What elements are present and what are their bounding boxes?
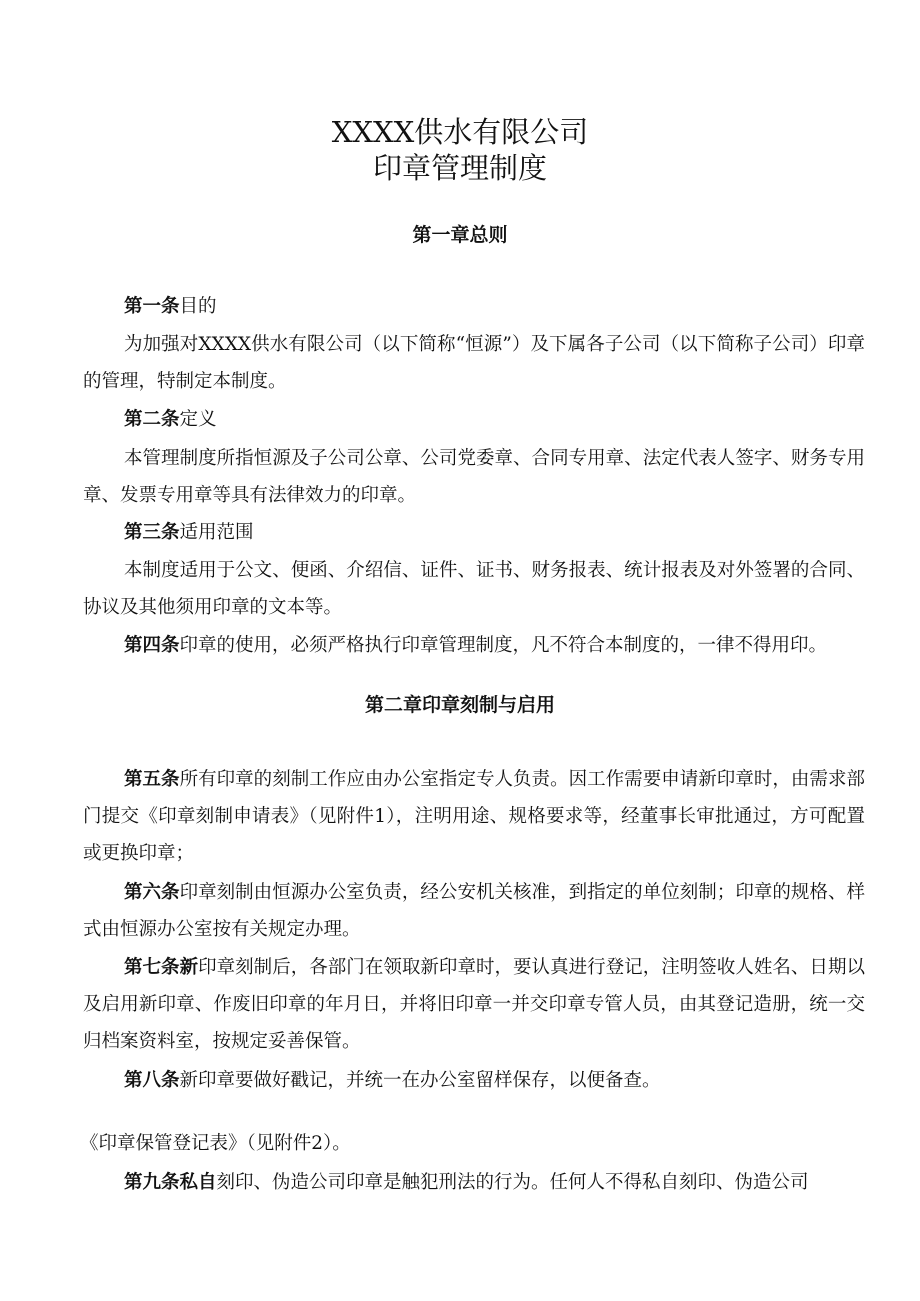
article-label: 第九条私自 (124, 1172, 217, 1193)
article-1-body: 为加强对XXXX供水有限公司（以下简称“恒源”）及下属各子公司（以下简称子公司）印章的管理，特制定本制度。 (83, 334, 865, 392)
article-heading: 目的 (179, 296, 217, 317)
article-7 (83, 949, 865, 1060)
article-text: 所有印章的刻制工作应由办公室指定专人负责。因工作需要申请新印章时，由需求部门提交《印章刻制申请表》（见附件1），注明用途、规格要求等，经董事长审批通过，方可配置或更换印章； (83, 769, 865, 864)
article-text: 印章刻制后，各部门在领取新印章时，要认真进行登记，注明签收人姓名、日期以及启用新印章、作废旧印章的年月日，并将旧印章一并交印章专管人员，由其登记造册，统一交归档案资料室，按规定妥善保管。 (83, 957, 865, 1052)
article-9 (83, 1164, 865, 1201)
chapter-1-heading: 第一章总则 (412, 224, 508, 246)
article-6 (83, 874, 865, 948)
chapter-2-heading: 第二章印章刻制与启用 (364, 694, 555, 716)
document-title: XXXX供水有限公司 (331, 115, 589, 149)
article-label: 第一条 (124, 296, 180, 317)
article-8-continuation: 《印章保管登记表》（见附件2）。 (80, 1133, 351, 1154)
article-4 (83, 627, 865, 664)
article-label: 第八条 (124, 1070, 180, 1091)
article-8 (83, 1062, 865, 1099)
article-text: 刻印、伪造公司印章是触犯刑法的行为。任何人不得私自刻印、伪造公司 (216, 1172, 809, 1193)
article-2-heading (83, 401, 865, 438)
article-text: 印章刻制由恒源办公室负责，经公安机关核准，到指定的单位刻制；印章的规格、样式由恒源办公室按有关规定办理。 (83, 882, 865, 940)
article-3-heading (83, 514, 865, 551)
article-3-body: 本制度适用于公文、便函、介绍信、证件、证书、财务报表、统计报表及对外签署的合同、协议及其他须用印章的文本等。 (83, 560, 865, 618)
article-label: 第五条 (124, 769, 180, 790)
article-label: 第七条新 (124, 957, 199, 978)
article-5 (83, 761, 865, 872)
article-label: 第二条 (124, 409, 180, 430)
article-text: 印章的使用，必须严格执行印章管理制度，凡不符合本制度的，一律不得用印。 (179, 635, 828, 656)
document-subtitle: 印章管理制度 (372, 151, 547, 185)
article-label: 第六条 (124, 882, 180, 903)
article-text: 新印章要做好戳记，并统一在办公室留样保存，以便备查。 (179, 1070, 661, 1091)
article-heading: 定义 (179, 409, 217, 430)
article-heading: 适用范围 (179, 522, 254, 543)
article-label: 第三条 (124, 522, 180, 543)
article-1-heading (83, 288, 865, 325)
article-2-body: 本管理制度所指恒源及子公司公章、公司党委章、合同专用章、法定代表人签字、财务专用章、发票专用章等具有法律效力的印章。 (83, 448, 865, 506)
article-label: 第四条 (124, 635, 180, 656)
